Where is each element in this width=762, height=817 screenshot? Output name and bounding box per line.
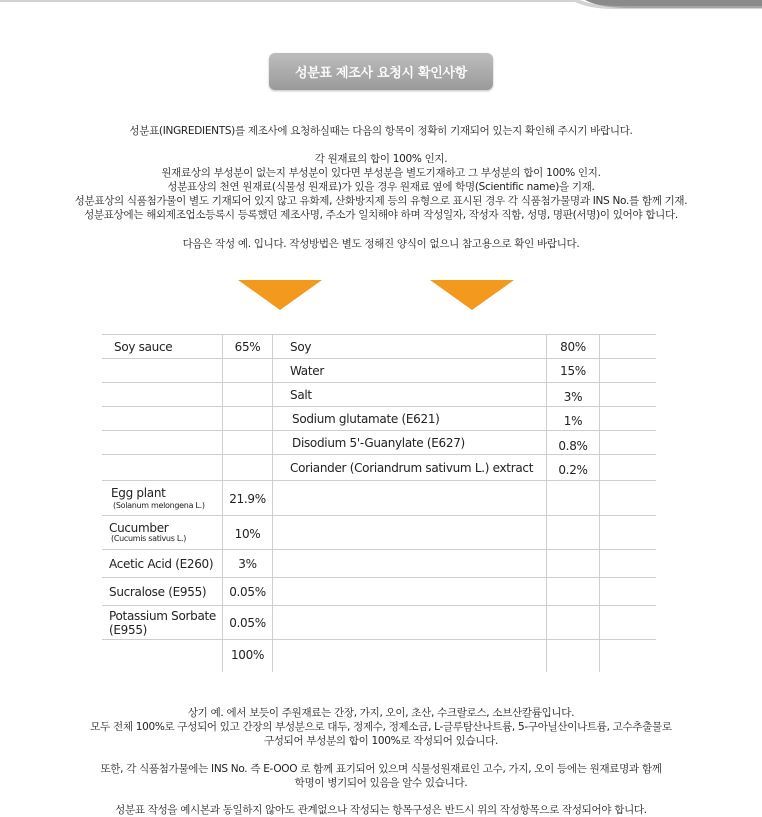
sub-ingredient-percent: 3%	[563, 390, 583, 404]
ingredient-scientific-name: (Solanum melongena L.)	[113, 501, 205, 510]
ingredient-percent: 0.05%	[229, 585, 266, 599]
ingredient-table	[102, 334, 656, 672]
ingredient-name: Egg plant	[111, 486, 166, 500]
ingredient-name: Soy sauce	[114, 340, 173, 354]
down-arrow-icon	[430, 280, 514, 314]
sub-ingredient-percent: 80%	[560, 340, 586, 354]
ingredient-name: Cucumber	[109, 521, 169, 535]
footer-text: 성분표 작성을 예시본과 동일하지 않아도 관계없으나 작성되는 항목구성은 반드시 위의 작성항목으로 작성되어야 합니다.	[115, 804, 647, 816]
ingredient-percent: 10%	[234, 527, 261, 541]
ingredient-percent: 65%	[234, 340, 261, 354]
checklist-item: 원재료상의 부성분이 없는지 부성분이 있다면 부성분을 별도기재하고 그 부성분의 합이 100% 인지.	[161, 167, 601, 179]
sub-ingredient-name: Water	[290, 364, 324, 378]
page-title: 성분표 제조사 요청시 확인사항	[294, 66, 468, 81]
example-note: 다음은 작성 예. 입니다. 작성방법은 별도 정해진 양식이 없으니 참고용으로 확인 바랍니다.	[182, 238, 580, 250]
down-arrow-icon	[238, 280, 322, 314]
footer-text: 구성되어 부성분의 합이 100%로 작성되어 있습니다.	[263, 735, 499, 747]
checklist-item: 성분표상에는 해외제조업소등록시 등록했던 제조사명, 주소가 일치해야 하며 작성일자, 작성자 직함, 성명, 명판(서명)이 있어야 합니다.	[84, 209, 678, 221]
ingredient-percent: 0.05%	[229, 616, 266, 630]
checklist-item: 각 원재료의 합이 100% 인지.	[314, 153, 448, 165]
ingredient-name: Acetic Acid (E260)	[109, 557, 214, 571]
ingredient-scientific-name: (Cucumis sativus L.)	[111, 534, 187, 543]
sub-ingredient-name: Disodium 5'-Guanylate (E627)	[292, 436, 465, 450]
footer-text: 모두 전체 100%로 구성되어 있고 간장의 부성분으로 대두, 정제수, 정제소금, L-글루탐산나트륨, 5-구아닐산이나트륨, 고수추출물로	[90, 721, 672, 733]
footer-text: 상기 예. 에서 보듯이 주원재료는 간장, 가지, 오이, 초산, 수크랄로스, 소브산칼륨입니다.	[187, 707, 575, 719]
top-decorative-bar	[0, 0, 762, 10]
footer-text: 또한, 각 식품첨가물에는 INS No. 즉 E-OOO 로 함께 표기되어 있으며 식물성원재료인 고수, 가지, 오이 등에는 원재료명과 함께	[100, 763, 662, 775]
sub-ingredient-percent: 15%	[560, 364, 586, 378]
checklist-item: 성분표상의 식품첨가물이 별도 기재되어 있지 않고 유화제, 산화방지제 등의 유형으로 표시된 경우 각 식품첨가물명과 INS No.를 함께 기재.	[74, 195, 688, 207]
sub-ingredient-name: Coriander (Coriandrum sativum L.) extract	[290, 461, 534, 475]
sub-ingredient-name: Soy	[290, 340, 312, 354]
sub-ingredient-name: Salt	[290, 388, 312, 402]
intro-text: 성분표(INGREDIENTS)를 제조사에 요청하실때는 다음의 항목이 정확히 기재되어 있는지 확인해 주시기 바랍니다.	[129, 125, 633, 137]
ingredient-name: Potassium Sorbate	[109, 609, 217, 623]
ingredient-name: Sucralose (E955)	[109, 585, 207, 599]
sub-ingredient-percent: 0.8%	[558, 439, 588, 453]
sub-ingredient-percent: 1%	[563, 414, 583, 428]
page-title-badge	[269, 53, 493, 90]
sub-ingredient-name: Sodium glutamate (E621)	[292, 412, 440, 426]
sub-ingredient-percent: 0.2%	[558, 463, 588, 477]
ingredient-percent: 21.9%	[229, 492, 266, 506]
checklist-item: 성분표상의 천연 원재료(식물성 원재료)가 있을 경우 원재료 옆에 학명(Scientific name)을 기재.	[167, 181, 595, 193]
total-percent: 100%	[230, 648, 265, 662]
ingredient-percent: 3%	[238, 557, 257, 571]
footer-text: 학명이 병기되어 있음을 알수 있습니다.	[294, 777, 468, 789]
ingredient-name-cont: (E955)	[109, 623, 148, 637]
